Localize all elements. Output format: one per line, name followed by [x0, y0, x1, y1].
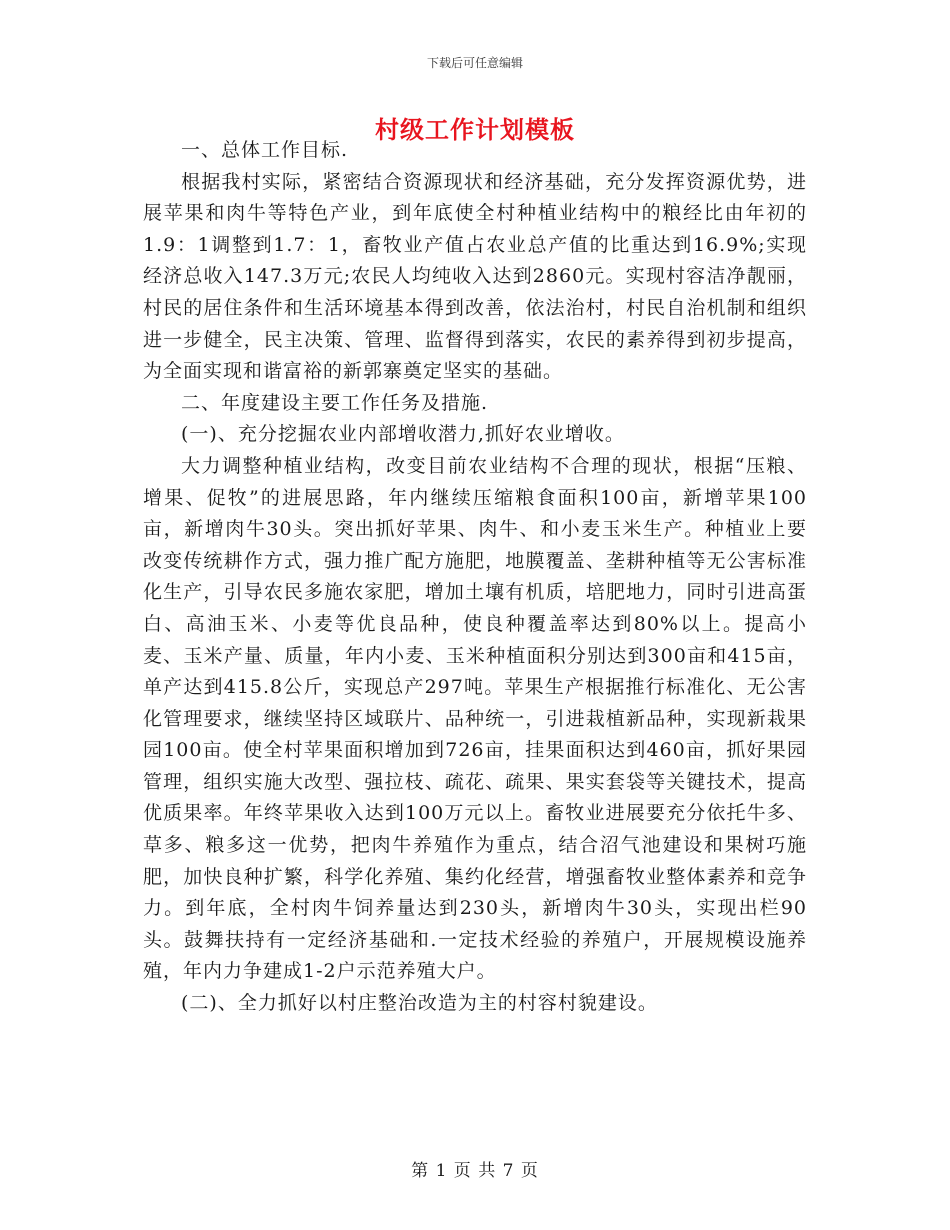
subheading-village-appearance: (二)、全力抓好以村庄整治改造为主的村容村貌建设。 — [181, 992, 658, 1015]
page-header-note: 下载后可任意编辑 — [426, 56, 523, 70]
paragraph-agriculture-structure: 大力调整种植业结构，改变目前农业结构不合理的现状，根据“压粮、增果、促牧”的进展思路，年内继续压缩粮食面积100亩，新增苹果100亩，新增肉牛30头。突出抓好苹果、肉牛、和小麦玉米生产。种植业上要改变传统耕作方式，强力推广配方施肥，地膜覆盖、垄耕种植等无公害标准化生产，引导农民多施农家肥，增加土壤有机质，培肥地力，同时引进高蛋白、高油玉米、小麦等优良品种，使良种覆盖率达到80%以上。提高小麦、玉米产量、质量，年内小麦、玉米种植面积分别达到300亩和415亩，单产达到415.8公斤，实现总产297吨。苹果生产根据推行标准化、无公害化管理要求，继续坚持区域联片、品种统一，引进栽植新品种，实现新栽果园100亩。使全村苹果面积增加到726亩，挂果面积达到460亩，抓好果园管理，组织实施大改型、强拉枝、疏花、疏果、果实套袋等关键技术，提高优质果率。年终苹果收入达到100万元以上。畜牧业进展要充分依托牛多、草多、粮多这一优势，把肉牛养殖作为重点，结合沼气池建设和果树巧施肥，加快良种扩繁，科学化养殖、集约化经营，增强畜牧业整体素养和竞争力。到年底，全村肉牛饲养量达到230头，新增肉牛30头，实现出栏90头。鼓舞扶持有一定经济基础和.一定技术经验的养殖户，开展规模设施养殖，年内力争建成1-2户示范养殖大户。 — [143, 454, 807, 983]
subheading-agriculture-income: (一)、充分挖掘农业内部增收潜力,抓好农业增收。 — [181, 423, 625, 446]
page-number: 第 1 页 共 7 页 — [411, 1161, 539, 1181]
heading-annual-tasks: 二、年度建设主要工作任务及措施. — [181, 391, 489, 414]
document-body — [143, 135, 807, 1020]
document-title: 村级工作计划模板 — [375, 115, 575, 144]
paragraph-overall-goal: 根据我村实际，紧密结合资源现状和经济基础，充分发挥资源优势，进展苹果和肉牛等特色产业，到年底使全村种植业结构中的粮经比由年初的1.9：1调整到1.7：1，畜牧业产值占农业总产值的比重达到16.9%;实现经济总收入147.3万元;农民人均纯收入达到2860元。实现村容洁净靓丽，村民的居住条件和生活环境基本得到改善，依法治村，村民自治机制和组织进一步健全，民主决策、管理、监督得到落实，农民的素养得到初步提高，为全面实现和谐富裕的新郭寨奠定坚实的基础。 — [143, 170, 807, 383]
heading-overall-goal: 一、总体工作目标. — [181, 139, 349, 161]
